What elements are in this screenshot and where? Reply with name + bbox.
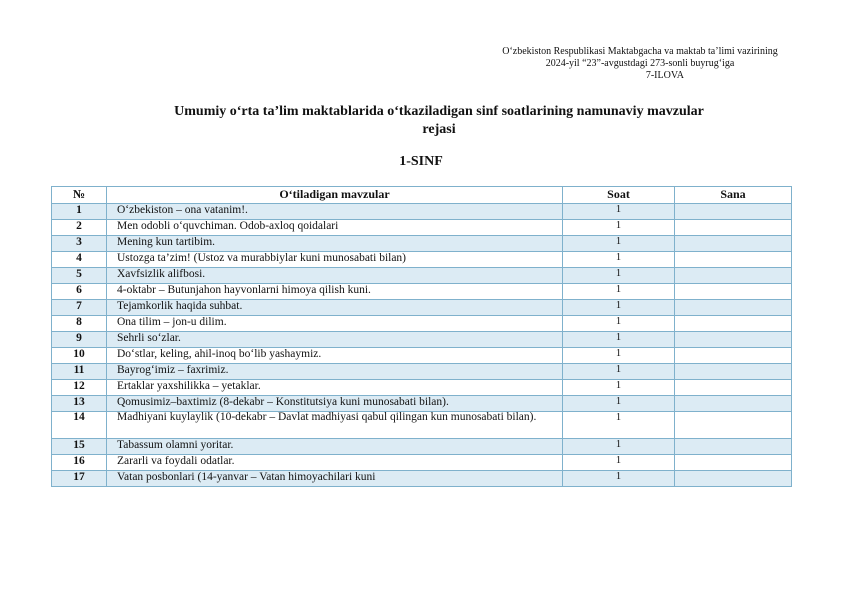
row-hours: 1 bbox=[563, 348, 675, 364]
row-date bbox=[675, 236, 792, 252]
row-hours: 1 bbox=[563, 471, 675, 487]
row-topic: 4-oktabr – Butunjahon hayvonlarni himoya qilish kuni. bbox=[107, 284, 563, 300]
header-topic: O‘tiladigan mavzular bbox=[107, 187, 563, 204]
row-number: 9 bbox=[52, 332, 107, 348]
table-row bbox=[52, 396, 792, 412]
row-date bbox=[675, 471, 792, 487]
table-row bbox=[52, 412, 792, 439]
table-row bbox=[52, 439, 792, 455]
table-row bbox=[52, 471, 792, 487]
row-topic: Vatan posbonlari (14-yanvar – Vatan himoyachilari kuni bbox=[107, 471, 563, 487]
row-hours: 1 bbox=[563, 364, 675, 380]
row-date bbox=[675, 252, 792, 268]
row-hours: 1 bbox=[563, 220, 675, 236]
table-row bbox=[52, 332, 792, 348]
row-topic: Bayrog‘imiz – faxrimiz. bbox=[107, 364, 563, 380]
header-number: № bbox=[52, 187, 107, 204]
header-hours: Soat bbox=[563, 187, 675, 204]
row-topic: Ustozga ta’zim! (Ustoz va murabbiylar kuni munosabati bilan) bbox=[107, 252, 563, 268]
row-number: 1 bbox=[52, 204, 107, 220]
row-topic: Tejamkorlik haqida suhbat. bbox=[107, 300, 563, 316]
row-date bbox=[675, 316, 792, 332]
appendix-label: 7-ILOVA bbox=[645, 70, 684, 81]
row-date bbox=[675, 284, 792, 300]
row-hours: 1 bbox=[563, 204, 675, 220]
decree-line-1: O‘zbekiston Respublikasi Maktabgacha va maktab ta’limi vazirining bbox=[502, 46, 778, 57]
row-date bbox=[675, 220, 792, 236]
row-topic: Sehrli so‘zlar. bbox=[107, 332, 563, 348]
row-number: 17 bbox=[52, 471, 107, 487]
row-number: 4 bbox=[52, 252, 107, 268]
table-row bbox=[52, 268, 792, 284]
row-hours: 1 bbox=[563, 252, 675, 268]
row-topic: Ertaklar yaxshilikka – yetaklar. bbox=[107, 380, 563, 396]
table-row bbox=[52, 220, 792, 236]
row-date bbox=[675, 439, 792, 455]
row-date bbox=[675, 204, 792, 220]
row-hours: 1 bbox=[563, 268, 675, 284]
table-row bbox=[52, 236, 792, 252]
table-row bbox=[52, 204, 792, 220]
row-number: 13 bbox=[52, 396, 107, 412]
table-row bbox=[52, 252, 792, 268]
row-topic: Zararli va foydali odatlar. bbox=[107, 455, 563, 471]
table-row bbox=[52, 300, 792, 316]
row-date bbox=[675, 396, 792, 412]
row-number: 12 bbox=[52, 380, 107, 396]
row-date bbox=[675, 332, 792, 348]
row-number: 6 bbox=[52, 284, 107, 300]
row-date bbox=[675, 380, 792, 396]
row-number: 7 bbox=[52, 300, 107, 316]
row-hours: 1 bbox=[563, 332, 675, 348]
decree-line-2: 2024-yil “23”-avgustdagi 273-sonli buyrug‘iga bbox=[545, 58, 735, 69]
document-title bbox=[60, 103, 818, 139]
grade-heading: 1-SINF bbox=[399, 154, 443, 169]
row-hours: 1 bbox=[563, 300, 675, 316]
title-line-2: rejasi bbox=[422, 122, 456, 137]
row-topic: Tabassum olamni yoritar. bbox=[107, 439, 563, 455]
row-number: 2 bbox=[52, 220, 107, 236]
row-topic: Men odobli o‘quvchiman. Odob-axloq qoidalari bbox=[107, 220, 563, 236]
table-row bbox=[52, 316, 792, 332]
row-topic: Mening kun tartibim. bbox=[107, 236, 563, 252]
row-date bbox=[675, 348, 792, 364]
row-hours: 1 bbox=[563, 396, 675, 412]
row-date bbox=[675, 300, 792, 316]
row-hours: 1 bbox=[563, 284, 675, 300]
row-topic: Madhiyani kuylaylik (10-dekabr – Davlat madhiyasi qabul qilingan kun munosabati bilan). bbox=[107, 412, 563, 439]
row-date bbox=[675, 364, 792, 380]
title-line-1: Umumiy o‘rta ta’lim maktablarida o‘tkaziladigan sinf soatlarining namunaviy mavzular bbox=[174, 104, 704, 119]
decree-reference bbox=[440, 46, 840, 82]
row-topic: Do‘stlar, keling, ahil-inoq bo‘lib yashaymiz. bbox=[107, 348, 563, 364]
table-row bbox=[52, 284, 792, 300]
row-number: 15 bbox=[52, 439, 107, 455]
row-number: 14 bbox=[52, 412, 107, 439]
row-hours: 1 bbox=[563, 236, 675, 252]
row-number: 5 bbox=[52, 268, 107, 284]
row-number: 8 bbox=[52, 316, 107, 332]
table-header-row bbox=[52, 187, 792, 204]
row-hours: 1 bbox=[563, 455, 675, 471]
topics-table bbox=[51, 186, 792, 487]
table-row bbox=[52, 348, 792, 364]
row-date bbox=[675, 268, 792, 284]
row-number: 10 bbox=[52, 348, 107, 364]
row-hours: 1 bbox=[563, 439, 675, 455]
row-topic: Qomusimiz–baxtimiz (8-dekabr – Konstitutsiya kuni munosabati bilan). bbox=[107, 396, 563, 412]
row-topic: Ona tilim – jon-u dilim. bbox=[107, 316, 563, 332]
row-number: 3 bbox=[52, 236, 107, 252]
header-date: Sana bbox=[675, 187, 792, 204]
row-number: 16 bbox=[52, 455, 107, 471]
row-topic: O‘zbekiston – ona vatanim!. bbox=[107, 204, 563, 220]
row-hours: 1 bbox=[563, 412, 675, 439]
row-hours: 1 bbox=[563, 380, 675, 396]
row-date bbox=[675, 412, 792, 439]
row-date bbox=[675, 455, 792, 471]
table-row bbox=[52, 380, 792, 396]
row-hours: 1 bbox=[563, 316, 675, 332]
row-topic: Xavfsizlik alifbosi. bbox=[107, 268, 563, 284]
table-row bbox=[52, 455, 792, 471]
row-number: 11 bbox=[52, 364, 107, 380]
table-row bbox=[52, 364, 792, 380]
